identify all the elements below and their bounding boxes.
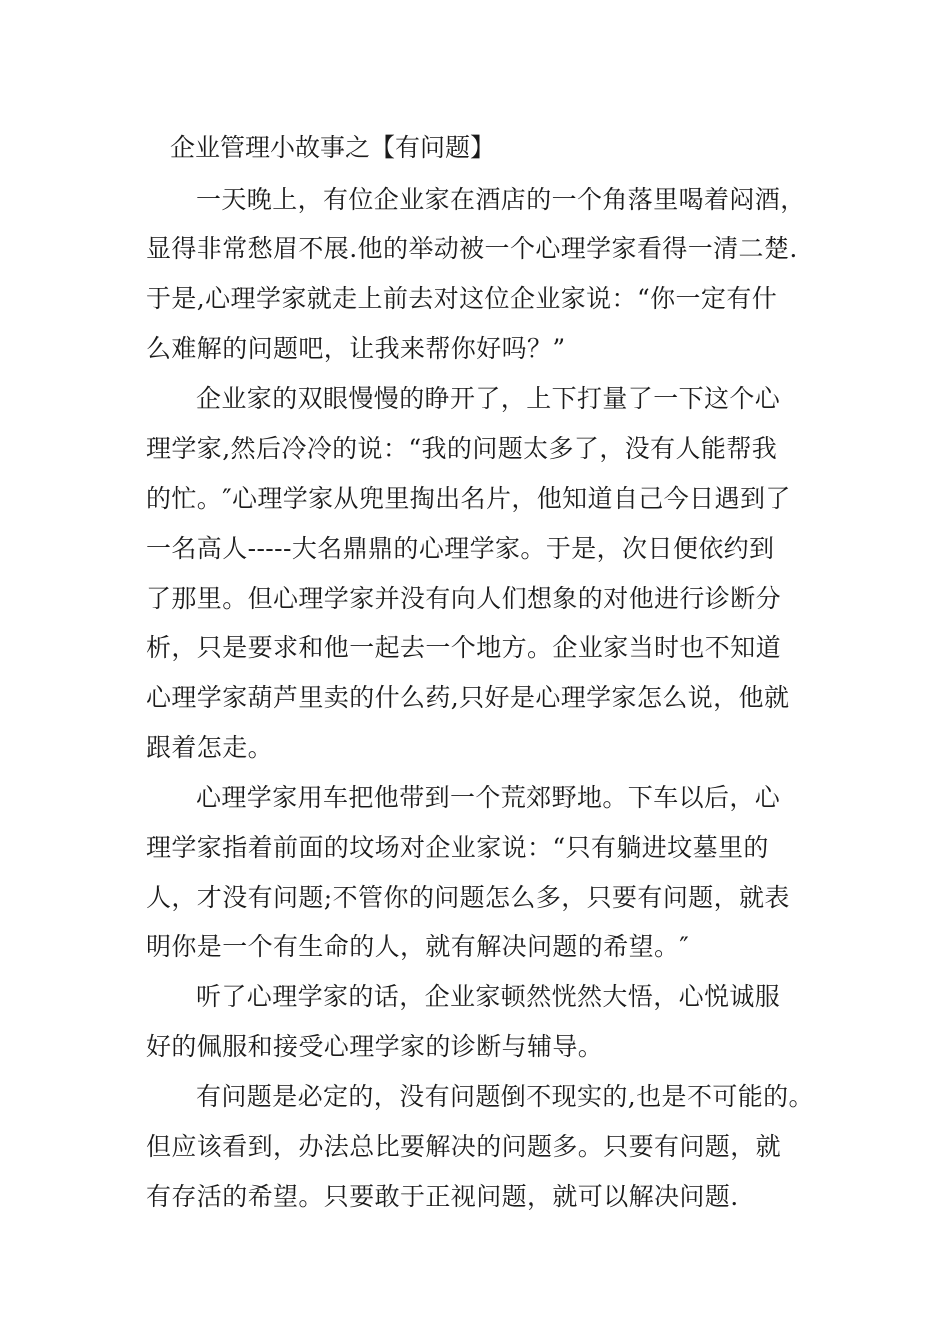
paragraph-4-line-2: 好的佩服和接受心理学家的诊断与辅导。	[146, 1032, 604, 1061]
paragraph-2-line-5: 了那里。但心理学家并没有向人们想象的对他进行诊断分	[146, 584, 782, 613]
paragraph-3-line-3: 人，才没有问题;不管你的问题怎么多，只要有问题，就表	[146, 883, 790, 912]
paragraph-3-line-2: 理学家指着前面的坟场对企业家说：“只有躺进坟墓里的	[146, 833, 769, 862]
paragraph-2-line-3: 的忙。″心理学家从兜里掏出名片，他知道自己今日遇到了	[146, 484, 791, 513]
paragraph-2-line-1: 企业家的双眼慢慢的睁开了，上下打量了一下这个心	[196, 384, 781, 413]
paragraph-2-line-2: 理学家,然后冷冷的说：“我的问题太多了，没有人能帮我	[146, 434, 778, 463]
paragraph-3-line-1: 心理学家用车把他带到一个荒郊野地。下车以后，心	[196, 783, 781, 812]
paragraph-2-line-6: 析，只是要求和他一起去一个地方。企业家当时也不知道	[146, 633, 782, 662]
paragraph-5-line-3: 有存活的希望。只要敢于正视问题，就可以解决问题.	[146, 1182, 739, 1211]
paragraph-3-line-4: 明你是一个有生命的人，就有解决问题的希望。″	[146, 932, 690, 961]
paragraph-1-line-4: 么难解的问题吧，让我来帮你好吗？”	[146, 334, 566, 363]
paragraph-1-line-2: 显得非常愁眉不展.他的举动被一个心理学家看得一清二楚.	[146, 234, 798, 263]
paragraph-2-line-7: 心理学家葫芦里卖的什么药,只好是心理学家怎么说，他就	[146, 683, 790, 712]
document-title: 企业管理小故事之【有问题】	[170, 133, 496, 162]
paragraph-1-line-1: 一天晚上，有位企业家在酒店的一个角落里喝着闷酒，	[196, 185, 806, 214]
paragraph-2-line-4: 一名高人-----大名鼎鼎的心理学家。于是，次日便依约到	[146, 534, 775, 563]
paragraph-2-line-8: 跟着怎走。	[146, 733, 274, 762]
paragraph-5-line-2: 但应该看到，办法总比要解决的问题多。只要有问题，就	[146, 1132, 782, 1161]
paragraph-1-line-3: 于是,心理学家就走上前去对这位企业家说：“你一定有什	[146, 284, 778, 313]
paragraph-4-line-1: 听了心理学家的话，企业家顿然恍然大悟，心悦诚服	[196, 982, 781, 1011]
paragraph-5-line-1: 有问题是必定的，没有问题倒不现实的,也是不可能的。	[196, 1082, 814, 1111]
